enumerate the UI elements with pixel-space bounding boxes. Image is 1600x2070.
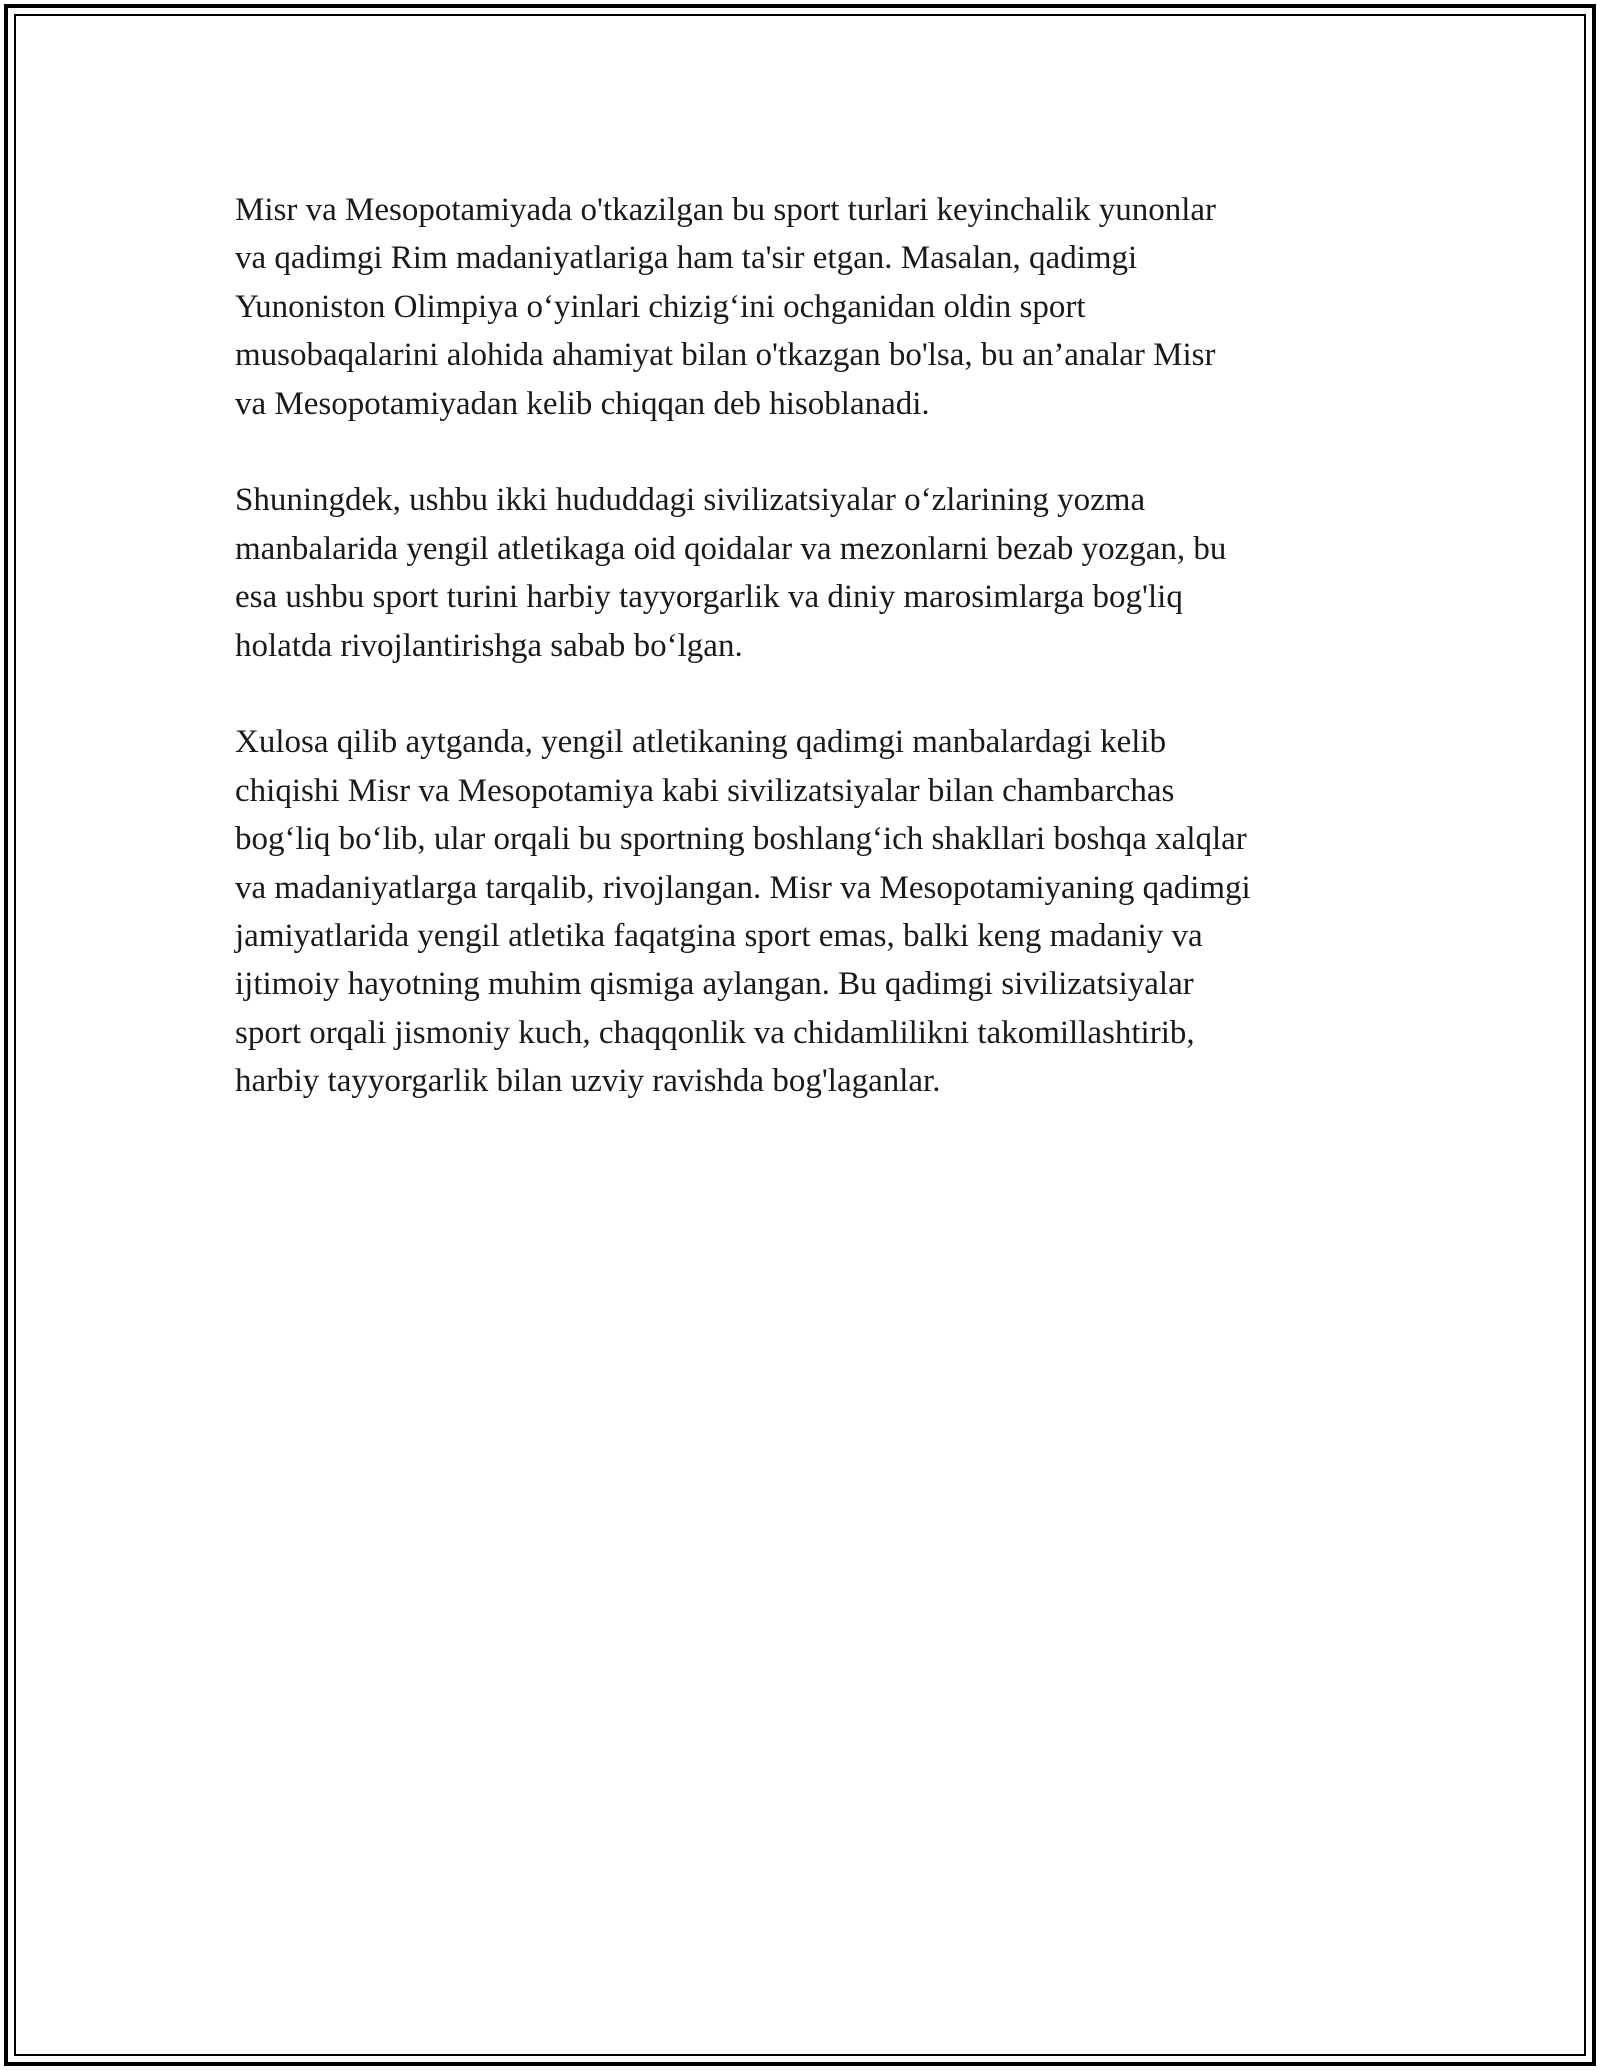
- paragraph-3: Xulosa qilib aytganda, yengil atletikaning qadimgi manbalardagi kelib chiqishi Misr va Mesopotamiya kabi sivilizatsiyalar bilan chambarchas bog‘liq bo‘lib, ular orqali bu sportning boshlang‘ich shakllari boshqa xalqlar va madaniyatlarga tarqalib, rivojlangan. Misr va Mesopotamiyaning qadimgi jamiyatlarida yengil atletika faqatgina sport emas, balki keng madaniy va ijtimoiy hayotning muhim qismiga aylangan. Bu qadimgi sivilizatsiyalar sport orqali jismoniy kuch, chaqqonlik va chidamlilikni takomillashtirib, harbiy tayyorgarlik bilan uzviy ravishda bog'laganlar.: [235, 724, 1251, 1100]
- paragraph-1: Misr va Mesopotamiyada o'tkazilgan bu sport turlari keyinchalik yunonlar va qadimgi Rim madaniyatlariga ham ta'sir etgan. Masalan, qadimgi Yunoniston Olimpiya o‘yinlari chizig‘ini ochganidan oldin sport musobaqalarini alohida ahamiyat bilan o'tkazgan bo'lsa, bu an’analar Misr va Mesopotamiyadan kelib chiqqan deb hisoblanadi.: [235, 192, 1217, 422]
- paragraph-2: Shuningdek, ushbu ikki hududdagi sivilizatsiyalar o‘zlarining yozma manbalarida yengil atletikaga oid qoidalar va mezonlarni bezab yozgan, bu esa ushbu sport turini harbiy tayyorgarlik va diniy marosimlarga bog'liq holatda rivojlantirishga sabab bo‘lgan.: [235, 482, 1227, 664]
- document-body: [235, 186, 1375, 1154]
